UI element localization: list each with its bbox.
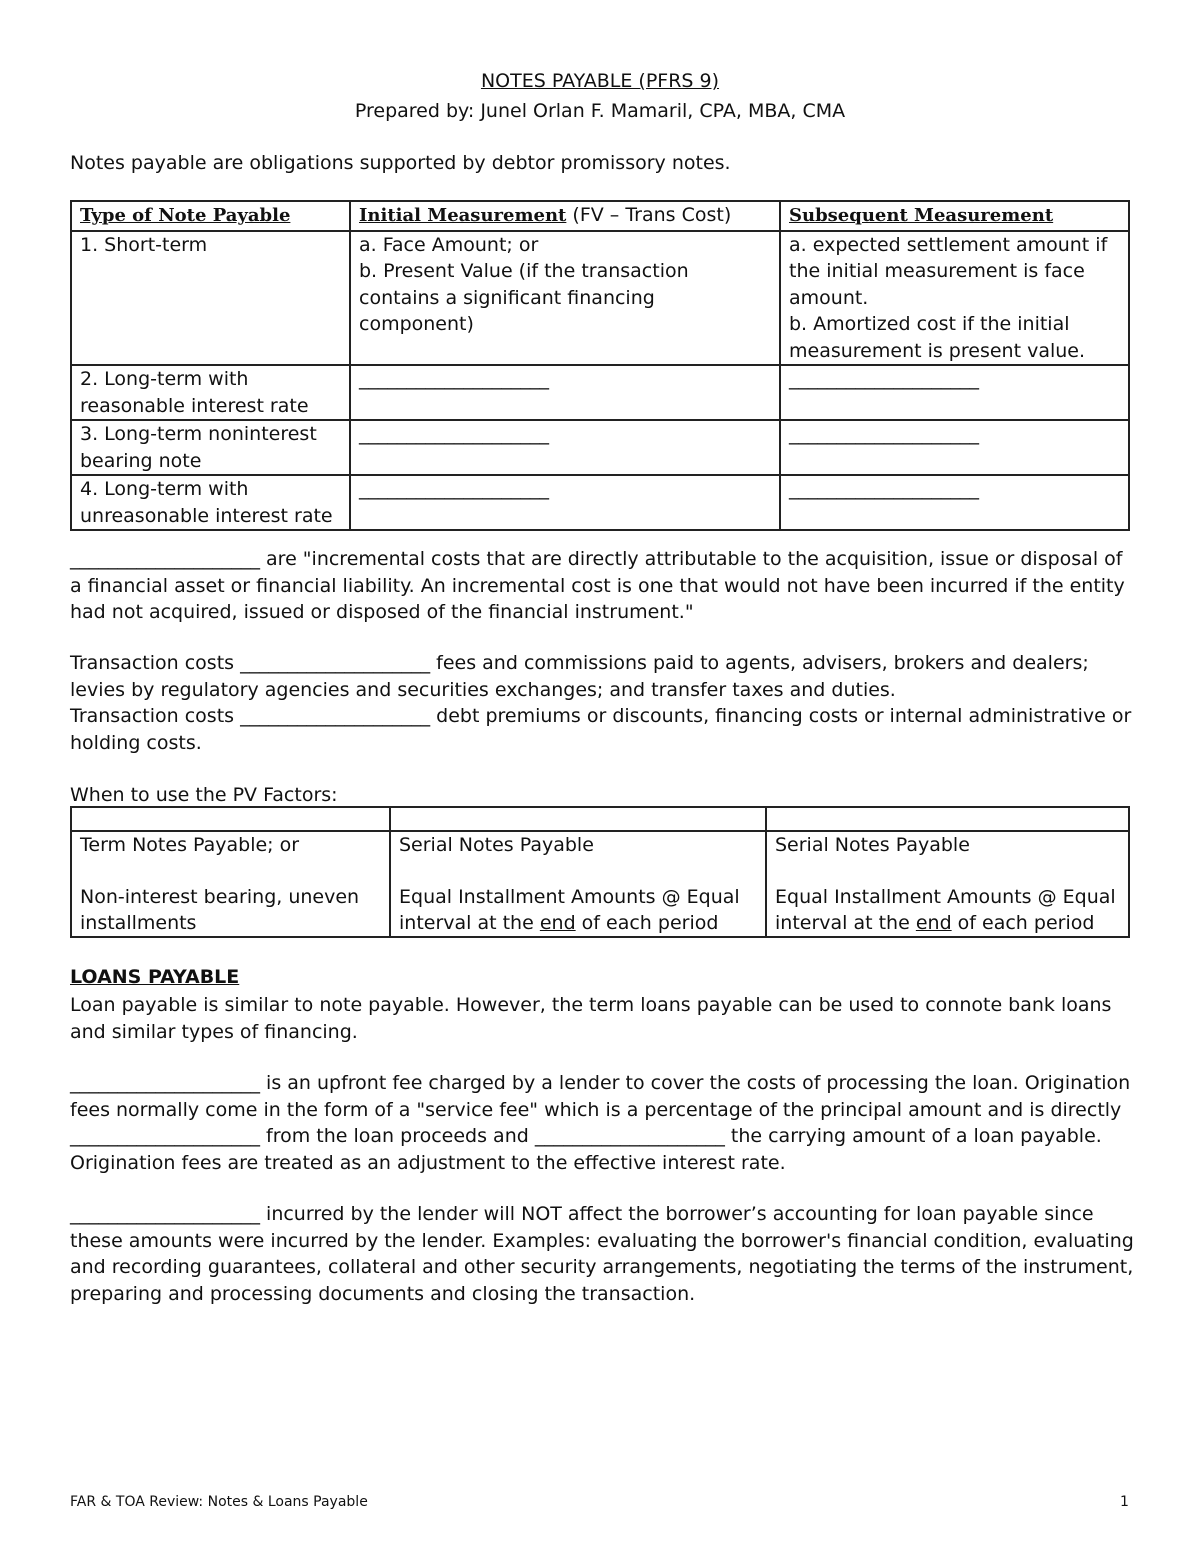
table-row — [71, 365, 1129, 420]
table-cell — [390, 807, 766, 831]
transaction-cost-definition — [70, 546, 1140, 626]
pv-col2-line2 — [399, 884, 757, 936]
tc-label: Transaction costs — [70, 652, 235, 674]
header-initial: Initial Measurement — [359, 205, 567, 226]
fill-blank: ____________________ — [70, 548, 260, 570]
pv-col1-line2: Non-interest bearing, uneven installments — [80, 886, 360, 934]
pv-col2-line1: Serial Notes Payable — [399, 834, 594, 856]
fill-blank: ____________________ — [359, 368, 549, 390]
transaction-costs-list — [70, 650, 1140, 756]
table-cell — [780, 365, 1129, 420]
table-cell — [766, 831, 1129, 937]
lender-costs-text: incurred by the lender will NOT affect the borrower’s accounting for loan payable since these amounts were incurred by the lender. Examples: evaluating the borrower's financial condition, evaluating and recording guarantees, collateral and other security arrangements, negotiating the terms of the instrument, preparing and processing documents and closing the transaction. — [70, 1203, 1134, 1305]
pv-factors-table — [70, 806, 1130, 938]
subsequent-b: b. Amortized cost if the initial measurement is present value. — [789, 313, 1086, 362]
header-type: Type of Note Payable — [80, 205, 291, 226]
table-row — [71, 807, 1129, 831]
table-cell — [350, 231, 780, 366]
tc-label: Transaction costs — [70, 705, 235, 727]
table-cell — [350, 420, 780, 475]
fill-blank: ____________________ — [70, 1072, 260, 1094]
tc-include-text: fees and commissions paid to agents, advisers, brokers and dealers; levies by regulatory agencies and securities exchanges; and transfer taxes and duties. — [70, 652, 1089, 701]
table-cell — [780, 231, 1129, 366]
table-row — [71, 420, 1129, 475]
pv-text: of each period — [951, 912, 1095, 934]
definition-text: are "incremental costs that are directly attributable to the acquisition, issue or disposal of a financial asset or financial liability. An incremental cost is one that would not have been incurred if the entity had not acquired, issued or disposed of the financial instrument." — [70, 548, 1125, 623]
pv-col3-line2 — [775, 884, 1120, 936]
fill-blank: ____________________ — [70, 1203, 260, 1225]
page-number: 1 — [1120, 1494, 1129, 1510]
pv-col3-line1: Serial Notes Payable — [775, 834, 970, 856]
table-row — [71, 475, 1129, 530]
prepared-by: Prepared by: Junel Orlan F. Mamaril, CPA, MBA, CMA — [354, 100, 846, 122]
table-cell — [71, 831, 390, 937]
fill-blank: ____________________ — [789, 368, 979, 390]
loans-payable-heading: LOANS PAYABLE — [70, 966, 240, 988]
header-initial-note: (FV – Trans Cost) — [566, 204, 732, 226]
table-cell — [71, 475, 350, 530]
table-cell — [71, 365, 350, 420]
header-cell — [350, 201, 780, 231]
fill-blank: ____________________ — [789, 478, 979, 500]
pv-emphasis: end — [915, 912, 952, 934]
fill-blank: ____________________ — [240, 652, 431, 674]
pv-text: Equal Installment Amounts @ Equal interval at the — [775, 886, 1116, 934]
fill-blank: ____________________ — [534, 1125, 725, 1147]
transaction-costs-include — [70, 650, 1140, 703]
table-cell — [71, 231, 350, 366]
fill-blank: ____________________ — [359, 423, 549, 445]
initial-a: a. Face Amount; or — [359, 233, 539, 256]
initial-b: b. Present Value (if the transaction contains a significant financing component) — [359, 260, 689, 335]
row-type: 3. Long-term noninterest bearing note — [80, 423, 317, 472]
subsequent-a: a. expected settlement amount if the initial measurement is face amount. — [789, 233, 1108, 309]
pv-text: Equal Installment Amounts @ Equal interval at the — [399, 886, 740, 934]
origination-fee-paragraph — [70, 1070, 1140, 1176]
lender-costs-paragraph — [70, 1201, 1140, 1307]
table-cell — [71, 420, 350, 475]
pv-factors-heading: When to use the PV Factors: — [70, 784, 338, 806]
orig-text: from the loan proceeds and — [260, 1125, 535, 1147]
pv-col1-line1: Term Notes Payable; or — [80, 834, 300, 856]
row-type: 4. Long-term with unreasonable interest rate — [80, 478, 333, 527]
table-row — [71, 831, 1129, 937]
table-row — [71, 231, 1129, 366]
header-cell — [71, 201, 350, 231]
orig-text: is an upfront fee charged by a lender to cover the costs of processing the loan. Origination fees normally come in the form of a "service fee" which is a percentage of the principal amount and is directly — [70, 1072, 1131, 1121]
fill-blank: ____________________ — [240, 705, 431, 727]
fill-blank: ____________________ — [789, 423, 979, 445]
row-type: 1. Short-term — [80, 233, 208, 256]
table-cell — [390, 831, 766, 937]
table-header-row — [71, 201, 1129, 231]
notes-measurement-table — [70, 200, 1130, 531]
fill-blank: ____________________ — [70, 1125, 260, 1147]
table-cell — [71, 807, 390, 831]
table-cell — [780, 420, 1129, 475]
footer-title: FAR & TOA Review: Notes & Loans Payable — [70, 1494, 368, 1510]
intro-text: Notes payable are obligations supported by debtor promissory notes. — [70, 152, 731, 174]
table-cell — [350, 475, 780, 530]
table-cell — [780, 475, 1129, 530]
header-subsequent: Subsequent Measurement — [789, 205, 1054, 226]
page-title: NOTES PAYABLE (PFRS 9) — [480, 70, 720, 92]
tc-exclude-text: debt premiums or discounts, financing costs or internal administrative or holding costs. — [70, 705, 1132, 754]
pv-emphasis: end — [539, 912, 576, 934]
transaction-costs-exclude — [70, 703, 1140, 756]
fill-blank: ____________________ — [359, 478, 549, 500]
table-cell — [766, 807, 1129, 831]
header-cell — [780, 201, 1129, 231]
table-cell — [350, 365, 780, 420]
row-type: 2. Long-term with reasonable interest rate — [80, 368, 309, 417]
orig-text: the carrying amount of a loan payable. Origination fees are treated as an adjustment to the effective interest rate. — [70, 1125, 1102, 1174]
pv-text: of each period — [575, 912, 719, 934]
loans-intro: Loan payable is similar to note payable. However, the term loans payable can be used to connote bank loans and similar types of financing. — [70, 994, 1112, 1043]
